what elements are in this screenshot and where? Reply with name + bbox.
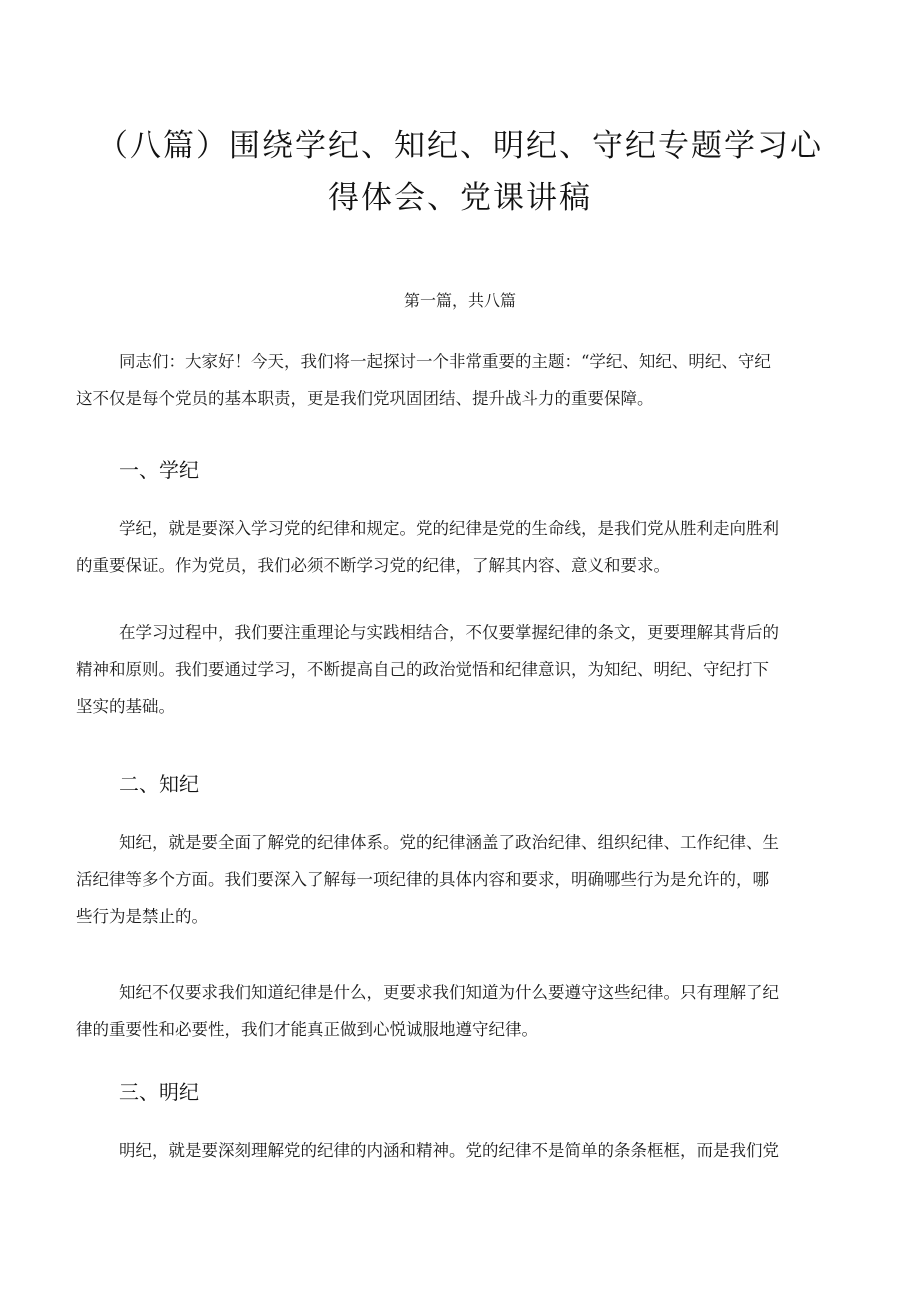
paragraph-line: 明纪，就是要深刻理解党的纪律的内涵和精神。党的纪律不是简单的条条框框，而是我们党 (119, 1141, 779, 1160)
section-1-paragraph-2 (76, 614, 856, 725)
paragraph-line: 坚实的基础。 (76, 697, 175, 716)
intro-paragraph (76, 343, 856, 417)
part-indicator: 第一篇，共八篇 (403, 291, 516, 310)
paragraph-line: 的重要保证。作为党员，我们必须不断学习党的纪律，了解其内容、意义和要求。 (76, 556, 670, 575)
section-heading-know-discipline: 二、知纪 (119, 772, 199, 796)
section-heading-understand-discipline: 三、明纪 (119, 1080, 199, 1104)
section-1-paragraph-1 (76, 510, 856, 584)
section-3-paragraph-1 (76, 1132, 856, 1169)
paragraph-line: 律的重要性和必要性，我们才能真正做到心悦诚服地遵守纪律。 (76, 1020, 538, 1039)
document-title-line-2: 得体会、党课讲稿 (328, 180, 592, 216)
paragraph-line: 在学习过程中，我们要注重理论与实践相结合，不仅要掌握纪律的条文，更要理解其背后的 (119, 623, 779, 642)
paragraph-line: 学纪，就是要深入学习党的纪律和规定。党的纪律是党的生命线，是我们党从胜利走向胜利 (119, 519, 779, 538)
section-2-paragraph-1 (76, 824, 856, 935)
paragraph-line: 知纪不仅要求我们知道纪律是什么，更要求我们知道为什么要遵守这些纪律。只有理解了纪 (119, 983, 779, 1002)
paragraph-line: 活纪律等多个方面。我们要深入了解每一项纪律的具体内容和要求，明确哪些行为是允许的，哪 (76, 870, 769, 889)
paragraph-line: 些行为是禁止的。 (76, 907, 208, 926)
paragraph-line: 知纪，就是要全面了解党的纪律体系。党的纪律涵盖了政治纪律、组织纪律、工作纪律、生 (119, 833, 779, 852)
section-2-paragraph-2 (76, 974, 856, 1048)
paragraph-line: 同志们：大家好！今天，我们将一起探讨一个非常重要的主题：“学纪、知纪、明纪、守纪 (119, 352, 771, 371)
paragraph-line: 这不仅是每个党员的基本职责，更是我们党巩固团结、提升战斗力的重要保障。 (76, 389, 654, 408)
paragraph-line: 精神和原则。我们要通过学习，不断提高自己的政治觉悟和纪律意识，为知纪、明纪、守纪打下 (76, 660, 769, 679)
document-title-line-1: （八篇）围绕学纪、知纪、明纪、守纪专题学习心 (97, 128, 823, 164)
section-heading-learn-discipline: 一、学纪 (119, 458, 199, 482)
